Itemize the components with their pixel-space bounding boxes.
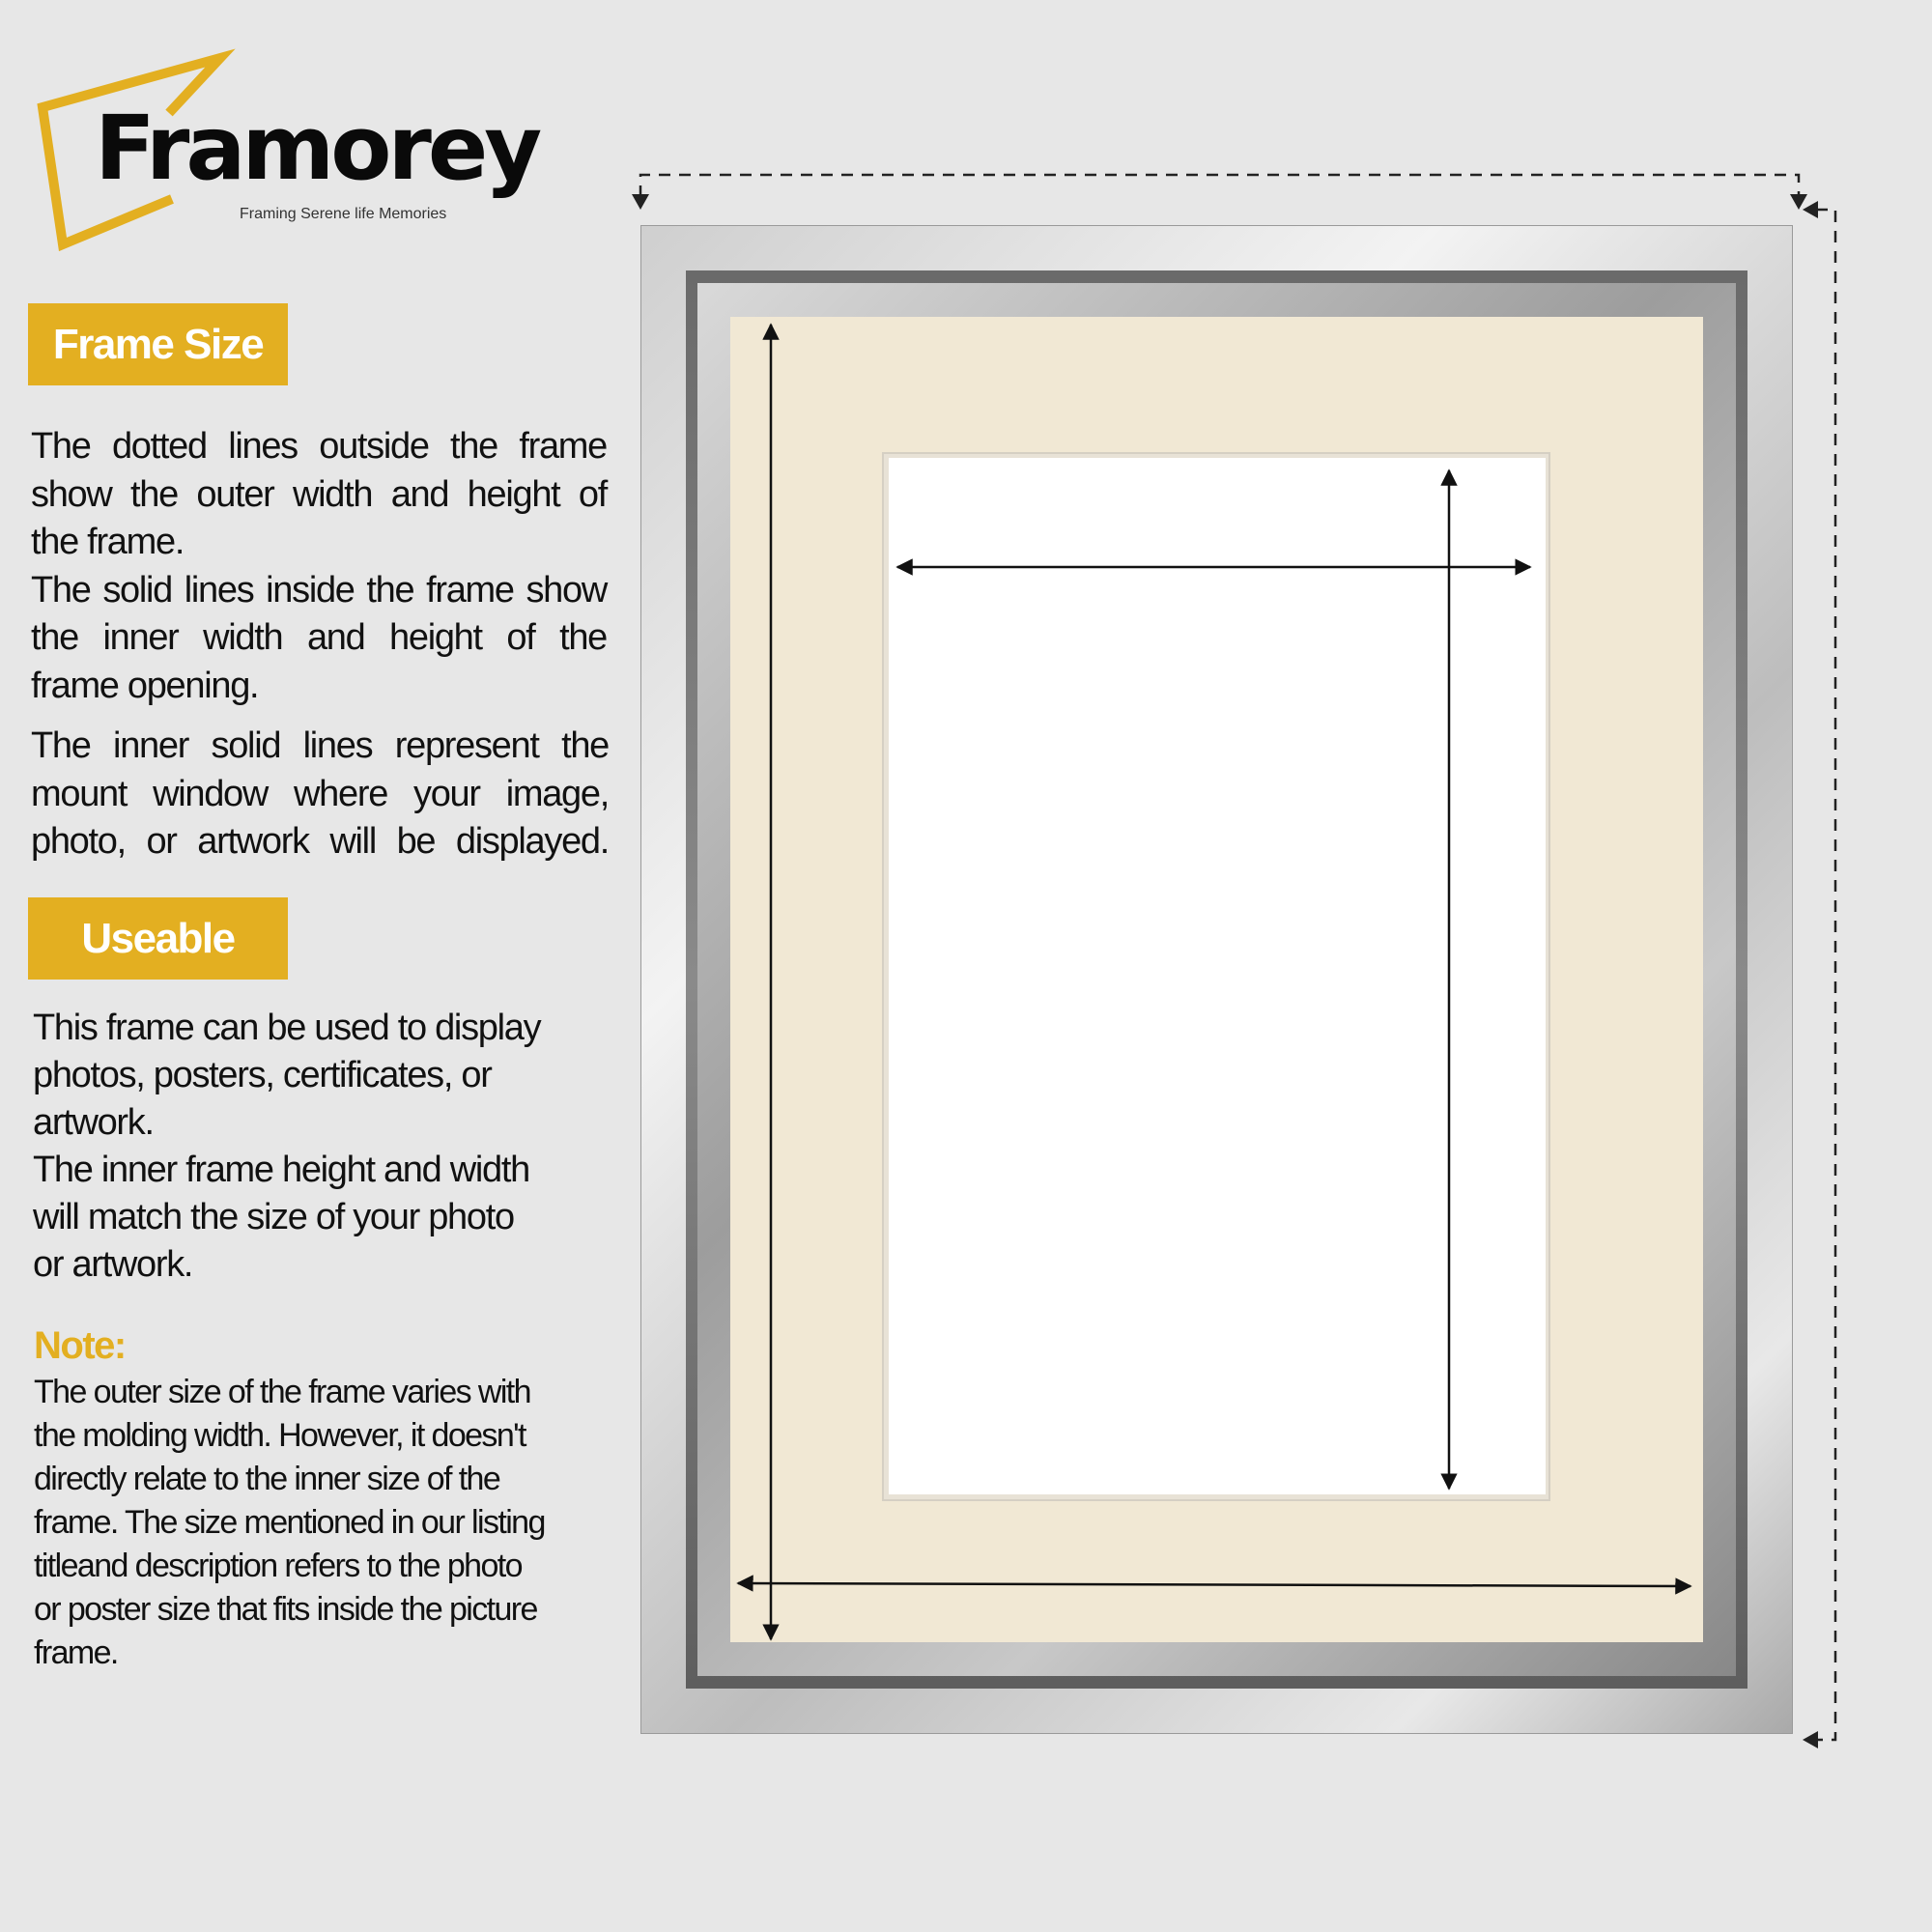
text-line: titleand description refers to the photo — [34, 1548, 522, 1584]
text-line: will match the size of your photo — [33, 1197, 514, 1237]
text-line: This frame can be used to display — [33, 1008, 541, 1048]
outer-width-dashed-line — [632, 175, 1807, 210]
text-line: show the outer width and height of — [31, 473, 607, 515]
text-line: The outer size of the frame varies with — [34, 1374, 530, 1410]
text-line: photo, or artwork will be displayed. — [31, 821, 609, 862]
outer-height-dashed-line — [1803, 201, 1835, 1748]
text-line: directly relate to the inner size of the — [34, 1461, 500, 1497]
text-line: the molding width. However, it doesn't — [34, 1417, 526, 1454]
text-line: frame. — [34, 1634, 118, 1671]
frame-size-heading: Frame Size — [28, 303, 288, 385]
brand-name: Framorey — [95, 97, 539, 200]
text-line: frame. The size mentioned in our listing — [34, 1504, 545, 1541]
text-line: photos, posters, certificates, or — [33, 1055, 492, 1095]
brand-tagline: Framing Serene life Memories — [240, 206, 447, 222]
text-line: or artwork. — [33, 1244, 193, 1285]
text-line: mount window where your image, — [31, 773, 609, 814]
note-title: Note: — [34, 1324, 126, 1367]
text-line: the inner width and height of the — [31, 617, 607, 658]
text-line: The solid lines inside the frame show — [31, 569, 607, 611]
text-line: The inner solid lines represent the — [31, 725, 609, 766]
useable-heading: Useable — [28, 897, 288, 980]
text-line: The inner frame height and width — [33, 1150, 529, 1190]
text-line: or poster size that fits inside the picture — [34, 1591, 537, 1628]
text-line: artwork. — [33, 1102, 154, 1143]
text-line: frame opening. — [31, 665, 259, 706]
mat-width-arrow — [738, 1583, 1690, 1586]
text-line: the frame. — [31, 522, 185, 562]
text-line: The dotted lines outside the frame — [31, 426, 607, 467]
